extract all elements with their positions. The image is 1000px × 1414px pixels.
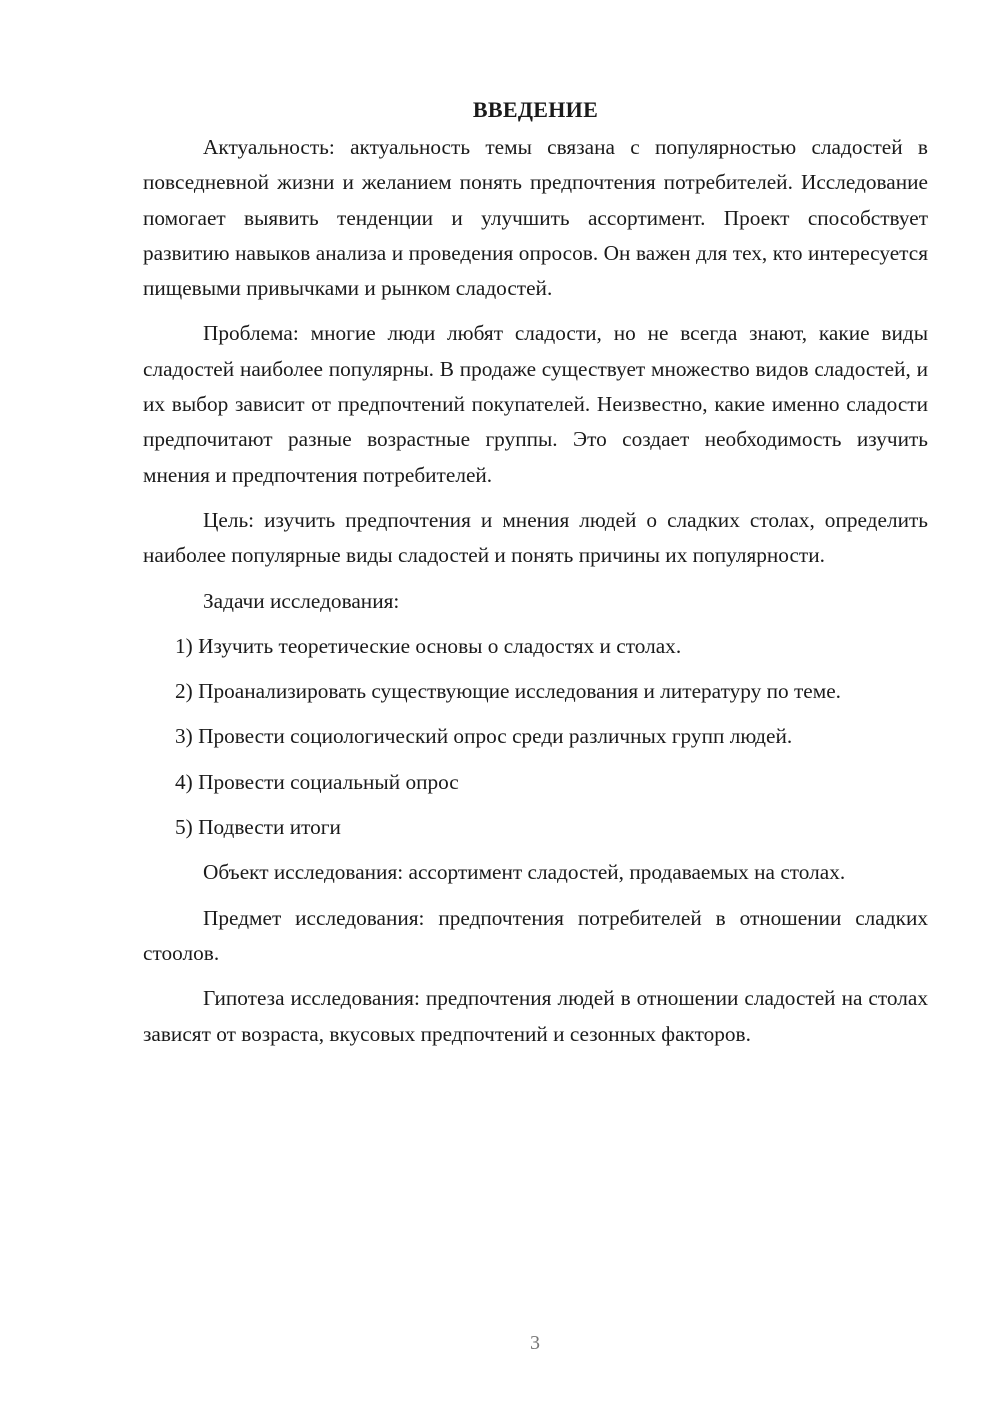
relevance-paragraph: Актуальность: актуальность темы связана с популярностью сладостей в повседневной жизни и желанием понять предпочтения потребителей. Исследование помогает выявить тенденции и улучшить ассортимент. Проект способствует развитию навыков анализа и проведения опросов. Он важен для тех, кто интересуется пищевыми привычками и рынком сладостей. — [143, 135, 928, 301]
object-paragraph: Объект исследования: ассортимент сладостей, продаваемых на столах. — [203, 860, 846, 885]
task-item-3: 3) Провести социологический опрос среди различных групп людей. — [175, 724, 793, 749]
task-item-4: 4) Провести социальный опрос — [175, 769, 459, 794]
hypothesis-paragraph: Гипотеза исследования: предпочтения людей в отношении сладостей на столах зависят от возраста, вкусовых предпочтений и сезонных факторов. — [143, 986, 928, 1046]
document-page — [143, 92, 928, 1062]
task-item-5: 5) Подвести итоги — [175, 815, 341, 840]
subject-paragraph: Предмет исследования: предпочтения потребителей в отношении сладких стоолов. — [143, 905, 928, 965]
task-item-1: 1) Изучить теоретические основы о сладостях и столах. — [175, 633, 682, 658]
task-item-2: 2) Проанализировать существующие исследования и литературу по теме. — [175, 679, 841, 704]
page-number: 3 — [530, 1332, 540, 1354]
page-title: ВВЕДЕНИЕ — [472, 97, 599, 122]
tasks-heading: Задачи исследования: — [203, 588, 400, 613]
goal-paragraph: Цель: изучить предпочтения и мнения людей о сладких столах, определить наиболее популярные виды сладостей и понять причины их популярности. — [143, 507, 928, 568]
problem-paragraph: Проблема: многие люди любят сладости, но не всегда знают, какие виды сладостей наиболее популярны. В продаже существует множество видов сладостей, и их выбор зависит от предпочтений покупателей. Неизвестно, какие именно сладости предпочитают разные возрастные группы. Это создает необходимость изучить мнения и предпочтения потребителей. — [143, 321, 928, 487]
